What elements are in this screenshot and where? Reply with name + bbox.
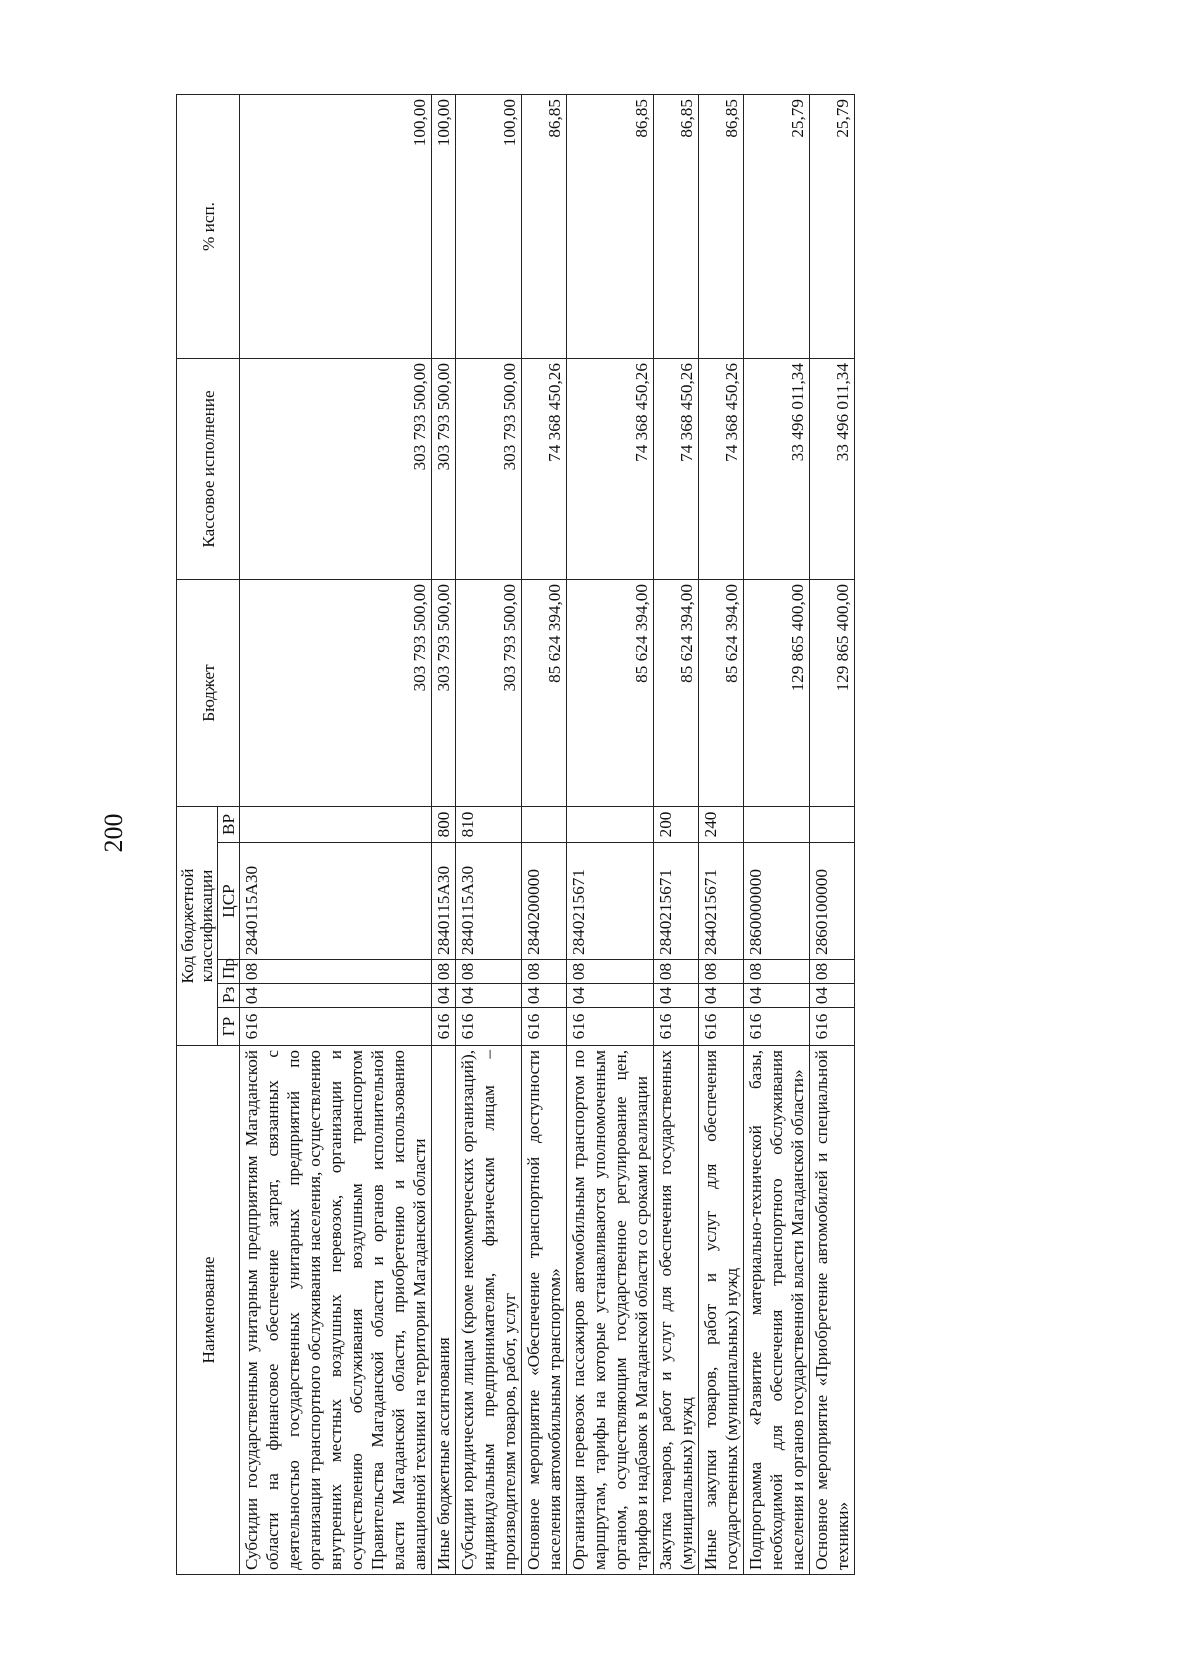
table-container xyxy=(176,95,852,1575)
cell-name: Подпрограмма «Развитие материально-технической базы, необходимой для обеспечения транспортного обслуживания населения и органов государственной власти Магаданской области» xyxy=(744,1046,810,1575)
cell-pr: 08 xyxy=(567,960,654,984)
cell-pct: 86,85 xyxy=(567,95,654,359)
cell-csr: 2840215671 xyxy=(654,843,699,960)
cell-budget: 85 624 394,00 xyxy=(699,580,744,807)
table-row xyxy=(567,95,654,1575)
cell-pr: 08 xyxy=(240,960,432,984)
cell-budget: 129 865 400,00 xyxy=(744,580,810,807)
table-row xyxy=(432,95,456,1575)
cell-pr: 08 xyxy=(699,960,744,984)
rotated-page xyxy=(176,95,852,1575)
cell-budget: 85 624 394,00 xyxy=(654,580,699,807)
table-row xyxy=(240,95,432,1575)
cell-gr: 616 xyxy=(654,1008,699,1046)
cell-rz: 04 xyxy=(654,984,699,1008)
cell-csr: 2840200000 xyxy=(522,843,567,960)
cell-name: Иные бюджетные ассигнования xyxy=(432,1046,456,1575)
cell-vr xyxy=(522,807,567,843)
cell-gr: 616 xyxy=(240,1008,432,1046)
cell-csr: 2840115А30 xyxy=(456,843,522,960)
cell-name: Основное мероприятие «Обеспечение транспортной доступности населения автомобильным транспортом» xyxy=(522,1046,567,1575)
budget-table xyxy=(176,94,855,1575)
cell-vr: 800 xyxy=(432,807,456,843)
table-row xyxy=(522,95,567,1575)
cell-gr: 616 xyxy=(699,1008,744,1046)
cell-budget: 129 865 400,00 xyxy=(810,580,855,807)
cell-rz: 04 xyxy=(567,984,654,1008)
cell-vr: 200 xyxy=(654,807,699,843)
cell-rz: 04 xyxy=(810,984,855,1008)
cell-pct: 25,79 xyxy=(744,95,810,359)
cell-gr: 616 xyxy=(810,1008,855,1046)
table-row xyxy=(810,95,855,1575)
cell-rz: 04 xyxy=(699,984,744,1008)
cell-vr: 240 xyxy=(699,807,744,843)
cell-name: Основное мероприятие «Приобретение автомобилей и специальной техники» xyxy=(810,1046,855,1575)
cell-cash: 74 368 450,26 xyxy=(522,359,567,580)
header-gr: ГР xyxy=(218,1008,240,1046)
cell-cash: 74 368 450,26 xyxy=(699,359,744,580)
cell-cash: 33 496 011,34 xyxy=(810,359,855,580)
cell-pct: 100,00 xyxy=(240,95,432,359)
header-csr: ЦСР xyxy=(218,843,240,960)
page-number: 200 xyxy=(99,813,128,853)
cell-vr xyxy=(240,807,432,843)
cell-pct: 86,85 xyxy=(522,95,567,359)
cell-rz: 04 xyxy=(456,984,522,1008)
cell-pr: 08 xyxy=(810,960,855,984)
cell-vr xyxy=(567,807,654,843)
cell-cash: 303 793 500,00 xyxy=(432,359,456,580)
cell-pr: 08 xyxy=(432,960,456,984)
cell-budget: 85 624 394,00 xyxy=(522,580,567,807)
cell-budget: 85 624 394,00 xyxy=(567,580,654,807)
cell-pct: 86,85 xyxy=(654,95,699,359)
cell-cash: 74 368 450,26 xyxy=(567,359,654,580)
cell-csr: 2840215671 xyxy=(699,843,744,960)
cell-vr xyxy=(744,807,810,843)
cell-pr: 08 xyxy=(744,960,810,984)
cell-pct: 86,85 xyxy=(699,95,744,359)
cell-vr xyxy=(810,807,855,843)
cell-pct: 25,79 xyxy=(810,95,855,359)
cell-rz: 04 xyxy=(522,984,567,1008)
header-name: Наименование xyxy=(177,1046,240,1575)
cell-csr: 2860100000 xyxy=(810,843,855,960)
cell-gr: 616 xyxy=(744,1008,810,1046)
cell-csr: 2840215671 xyxy=(567,843,654,960)
cell-rz: 04 xyxy=(240,984,432,1008)
table-row xyxy=(744,95,810,1575)
cell-cash: 74 368 450,26 xyxy=(654,359,699,580)
cell-rz: 04 xyxy=(432,984,456,1008)
table-row xyxy=(456,95,522,1575)
cell-csr: 2840115А30 xyxy=(240,843,432,960)
cell-csr: 2860000000 xyxy=(744,843,810,960)
table-row xyxy=(699,95,744,1575)
cell-pr: 08 xyxy=(654,960,699,984)
cell-cash: 303 793 500,00 xyxy=(240,359,432,580)
cell-gr: 616 xyxy=(456,1008,522,1046)
cell-cash: 303 793 500,00 xyxy=(456,359,522,580)
cell-pct: 100,00 xyxy=(456,95,522,359)
header-code-group: Код бюджетной классификации xyxy=(177,807,218,1046)
cell-name: Организация перевозок пассажиров автомобильным транспортом по маршрутам, тарифы на которые устанавливаются уполномоченным органом, осуществляющим государственное регулирование цен, тарифов и надбавок в Магаданской области со сроками реализации xyxy=(567,1046,654,1575)
cell-budget: 303 793 500,00 xyxy=(432,580,456,807)
cell-budget: 303 793 500,00 xyxy=(456,580,522,807)
table-row xyxy=(654,95,699,1575)
header-rz: Рз xyxy=(218,984,240,1008)
cell-pr: 08 xyxy=(456,960,522,984)
cell-vr: 810 xyxy=(456,807,522,843)
cell-gr: 616 xyxy=(567,1008,654,1046)
cell-rz: 04 xyxy=(744,984,810,1008)
header-vr: ВР xyxy=(218,807,240,843)
header-budget: Бюджет xyxy=(177,580,240,807)
header-cash: Кассовое исполнение xyxy=(177,359,240,580)
cell-budget: 303 793 500,00 xyxy=(240,580,432,807)
cell-name: Закупка товаров, работ и услуг для обеспечения государственных (муниципальных) нужд xyxy=(654,1046,699,1575)
cell-name: Субсидии юридическим лицам (кроме некоммерческих организаций), индивидуальным предпринимателям, физическим лицам – производителям товаров, работ, услуг xyxy=(456,1046,522,1575)
cell-gr: 616 xyxy=(432,1008,456,1046)
cell-gr: 616 xyxy=(522,1008,567,1046)
cell-name: Иные закупки товаров, работ и услуг для обеспечения государственных (муниципальных) нужд xyxy=(699,1046,744,1575)
cell-pct: 100,00 xyxy=(432,95,456,359)
cell-cash: 33 496 011,34 xyxy=(744,359,810,580)
cell-csr: 2840115А30 xyxy=(432,843,456,960)
header-row xyxy=(177,95,218,1575)
cell-pr: 08 xyxy=(522,960,567,984)
header-pct: % исп. xyxy=(177,95,240,359)
header-pr: Пр xyxy=(218,960,240,984)
cell-name: Субсидии государственным унитарным предприятиям Магаданской области на финансовое обеспечение затрат, связанных с деятельностью государственных унитарных предприятий по организации транспортного обслуживания населения, осуществлению внутренних местных воздушных перевозок, организации и осуществлению обслуживания воздушным транспортом Правительства Магаданской области и органов исполнительной власти Магаданской области, приобретению и использованию авиационной техники на территории Магаданской области xyxy=(240,1046,432,1575)
